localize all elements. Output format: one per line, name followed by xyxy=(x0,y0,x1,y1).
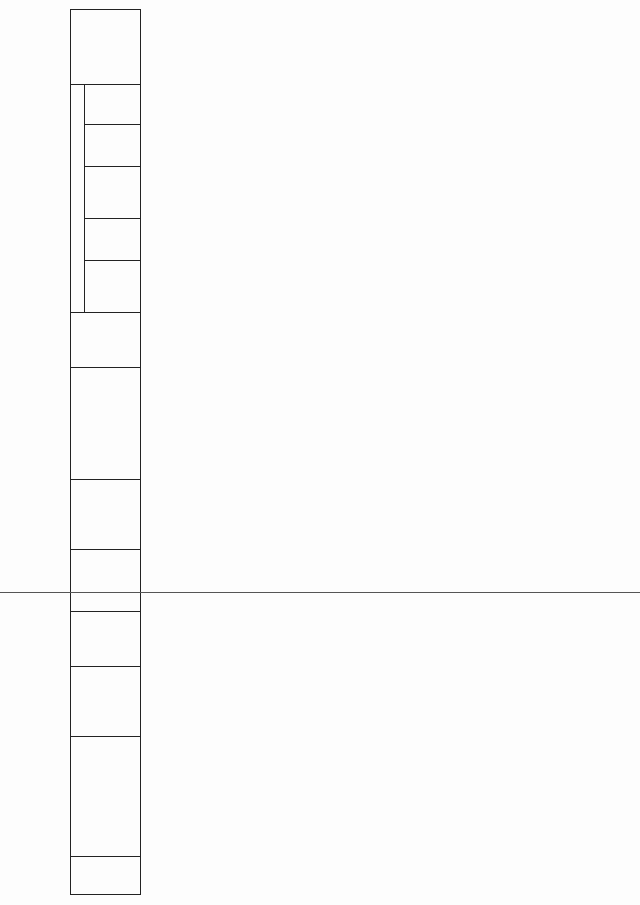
header-total xyxy=(85,261,141,313)
header-deadline xyxy=(71,550,141,612)
table-body xyxy=(141,10,630,895)
header-grbs xyxy=(71,667,141,737)
header-ownership xyxy=(71,612,141,667)
scan-divider-line xyxy=(0,592,640,593)
header-funding-group xyxy=(71,85,85,313)
financing-table xyxy=(70,9,630,895)
header-period xyxy=(71,313,141,368)
header-local xyxy=(85,125,141,167)
header-no xyxy=(71,857,141,895)
header-name xyxy=(71,737,141,857)
header-regional xyxy=(85,167,141,219)
rotated-table-wrapper xyxy=(70,15,630,895)
header-docs xyxy=(71,368,141,480)
header-attracted xyxy=(85,85,141,125)
header-federal xyxy=(85,219,141,261)
header-capacity xyxy=(71,480,141,550)
header-result xyxy=(71,10,141,85)
